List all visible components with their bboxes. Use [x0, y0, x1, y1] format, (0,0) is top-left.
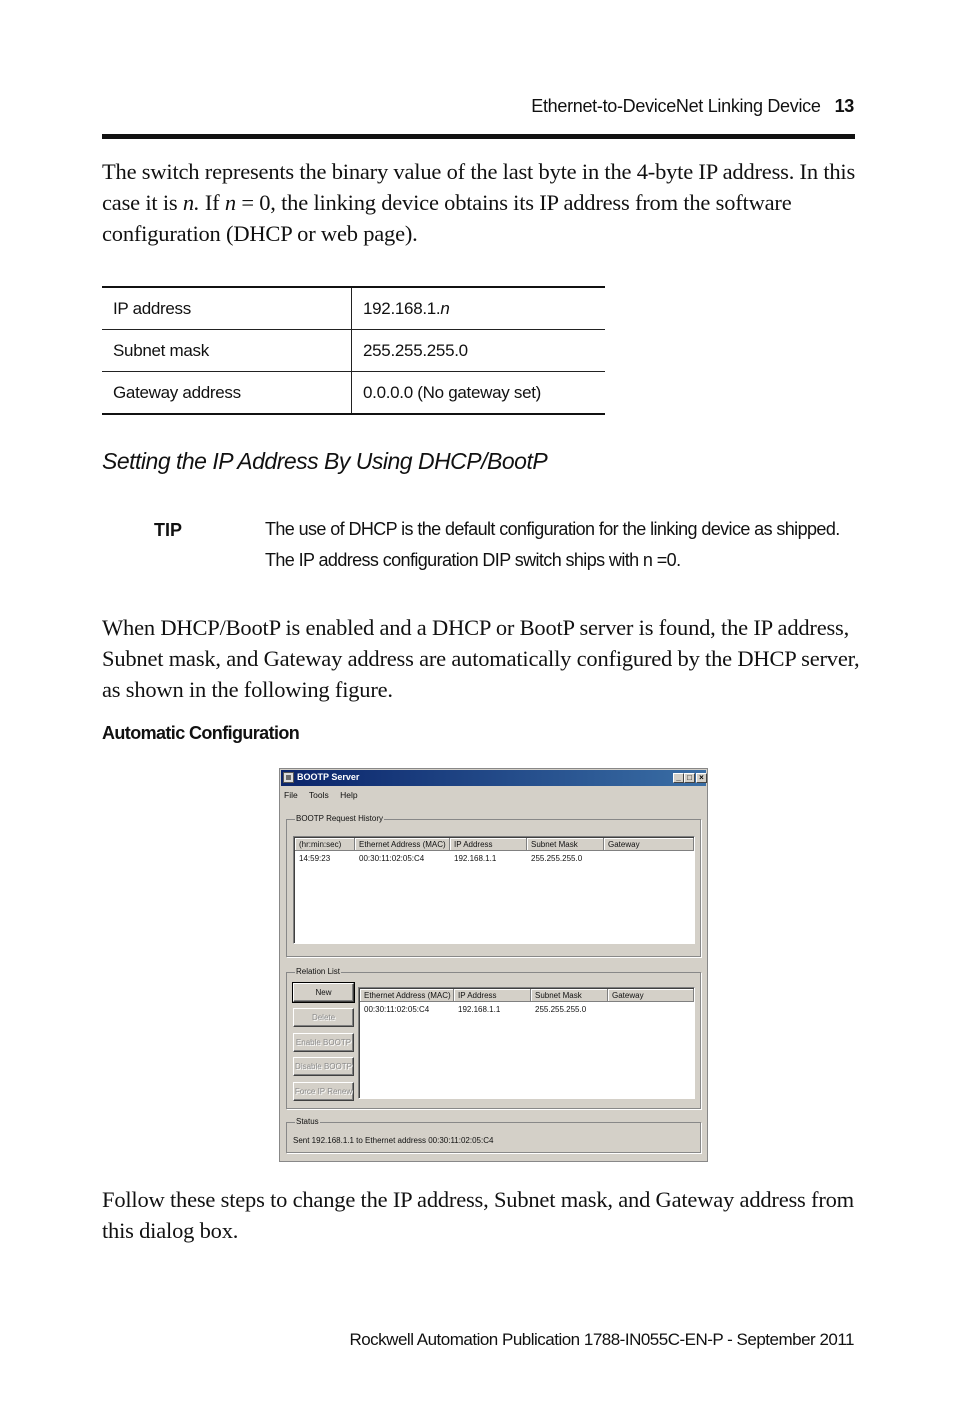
table-row	[102, 330, 605, 372]
relation-list-group	[286, 967, 701, 1109]
window-title: BOOTP Server	[297, 772, 360, 782]
cell-time: 14:59:23	[299, 854, 331, 863]
cell-subnet: 255.255.255.0	[535, 1005, 587, 1014]
intro-paragraph	[102, 156, 862, 249]
table-cell-value: 0.0.0.0 (No gateway set)	[352, 372, 606, 415]
minimize-icon[interactable]: _	[673, 773, 684, 783]
group-label: Relation List	[296, 967, 341, 976]
page-footer: Rockwell Automation Publication 1788-IN055C-EN-P - September 2011	[349, 1330, 854, 1349]
column-header-gateway[interactable]: Gateway	[608, 989, 694, 1002]
new-button[interactable]: New	[293, 983, 354, 1002]
status-text: Sent 192.168.1.1 to Ethernet address 00:30:11:02:05:C4	[293, 1136, 494, 1145]
enable-bootp-button[interactable]: Enable BOOTP	[293, 1033, 354, 1052]
intro-text: The switch represents the binary value of the last byte in the 4-byte IP address. In this case it is	[102, 159, 856, 215]
group-label: Status	[296, 1117, 319, 1126]
table-cell-label: Gateway address	[102, 372, 352, 415]
table-row	[102, 287, 605, 330]
group-label: BOOTP Request History	[296, 814, 383, 823]
dhcp-paragraph: When DHCP/BootP is enabled and a DHCP or BootP server is found, the IP address, Subnet mask, and Gateway address are automatically configured by the DHCP server, as shown in the following figure.	[102, 615, 860, 702]
intro-variable-n: n.	[182, 190, 200, 215]
column-header-subnet[interactable]: Subnet Mask	[531, 989, 608, 1002]
address-table	[102, 286, 605, 415]
cell-subnet: 255.255.255.0	[531, 854, 583, 863]
cell-ip: 192.168.1.1	[454, 854, 497, 863]
tip-label: TIP	[154, 520, 183, 540]
menu-help[interactable]: Help	[340, 790, 358, 800]
tip-text	[265, 514, 865, 576]
cell-ip: 192.168.1.1	[458, 1005, 501, 1014]
intro-text: = 0, the linking device obtains its IP address from the software configuration (DHCP or web page).	[102, 190, 792, 246]
relation-list[interactable]	[358, 987, 695, 1099]
column-header-ip[interactable]: IP Address	[450, 838, 527, 851]
column-header-gateway[interactable]: Gateway	[604, 838, 694, 851]
tip-line: The IP address configuration DIP switch ships with n =0.	[265, 550, 681, 570]
disable-bootp-button[interactable]: Disable BOOTP	[293, 1057, 354, 1076]
cell-mac: 00:30:11:02:05:C4	[364, 1005, 430, 1014]
force-ip-renew-button[interactable]: Force IP Renew	[293, 1082, 354, 1101]
page-number: 13	[834, 96, 854, 116]
column-header-time[interactable]: (hr:min:sec)	[295, 838, 355, 851]
request-history-group	[286, 814, 701, 957]
menu-bar	[284, 790, 367, 800]
header-rule	[102, 134, 855, 139]
menu-file[interactable]: File	[284, 790, 298, 800]
delete-button[interactable]: Delete	[293, 1008, 354, 1027]
header-title: Ethernet-to-DeviceNet Linking Device	[531, 96, 821, 116]
figure-caption: Automatic Configuration	[102, 723, 300, 743]
column-header-ip[interactable]: IP Address	[454, 989, 531, 1002]
column-header-mac[interactable]: Ethernet Address (MAC)	[355, 838, 450, 851]
menu-tools[interactable]: Tools	[308, 790, 329, 800]
running-header	[102, 96, 854, 117]
maximize-icon[interactable]: □	[684, 773, 695, 783]
column-header-mac[interactable]: Ethernet Address (MAC)	[360, 989, 454, 1002]
table-cell-value: 255.255.255.0	[352, 330, 606, 372]
closing-paragraph: Follow these steps to change the IP address, Subnet mask, and Gateway address from this dialog box.	[102, 1187, 854, 1243]
tip-line: The use of DHCP is the default configuration for the linking device as shipped.	[265, 519, 840, 539]
table-row	[102, 372, 605, 415]
column-header-subnet[interactable]: Subnet Mask	[527, 838, 604, 851]
request-history-list[interactable]	[293, 836, 695, 944]
section-heading: Setting the IP Address By Using DHCP/BootP	[102, 448, 548, 474]
intro-text: If	[199, 190, 225, 215]
table-cell-value: 192.168.1.n	[352, 287, 606, 330]
table-cell-label: Subnet mask	[102, 330, 352, 372]
table-cell-label: IP address	[102, 287, 352, 330]
app-icon	[283, 772, 294, 783]
title-bar[interactable]	[281, 770, 706, 786]
status-group	[286, 1117, 701, 1153]
list-header	[360, 989, 693, 1002]
bootp-server-window	[279, 768, 708, 1162]
list-header	[295, 838, 693, 851]
cell-mac: 00:30:11:02:05:C4	[359, 854, 425, 863]
intro-variable-n: n	[224, 190, 236, 215]
close-icon[interactable]: ×	[696, 773, 707, 783]
